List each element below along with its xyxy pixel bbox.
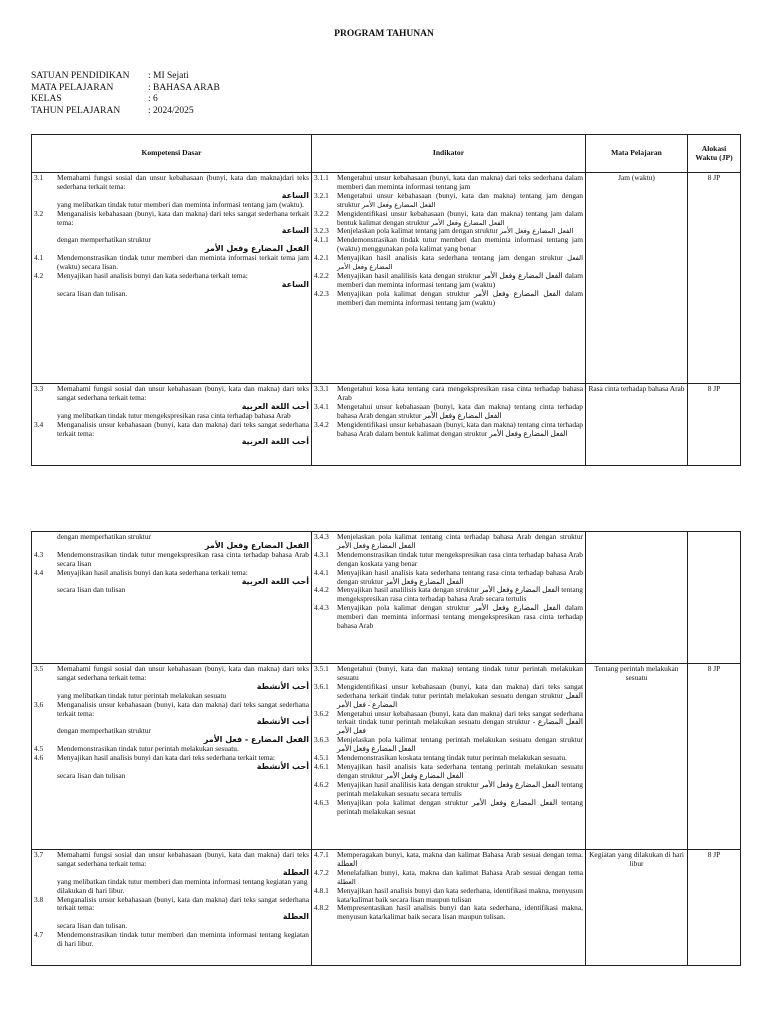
meta-label: TAHUN PELAJARAN [31, 105, 121, 116]
meta-row-mapel [31, 83, 220, 95]
indikator-number: 4.6.2 [314, 779, 329, 789]
indikator-text: Mengetahui (bunyi, kata dan makna) tentang tindak tutur perintah melakukan sesuatu [337, 664, 583, 682]
indikator-body [337, 290, 583, 308]
meta-value: : MI Sejati [148, 71, 189, 81]
kd-text: Mendemonstrasikan tindak tutur memberi dan meminta informasi tentang kegiatan di hari libur. [57, 930, 309, 949]
kd-item [34, 701, 309, 719]
kd-text: Menganalisis kebahasaan (bunyi, kata dan makna) dari teks sangat sederhana terkait tema: [57, 208, 309, 227]
indikator-item [314, 904, 583, 922]
indikator-text: Menjelaskan pola kalimat tentang jam dengan struktur [337, 226, 498, 236]
kd-item [34, 931, 309, 949]
table-row [32, 664, 741, 850]
kd-item [34, 551, 309, 569]
indikator-number: 4.1.1 [314, 235, 329, 245]
indikator-text: Menyajikan pola kalimat dengan struktur الفعل المضارع وفعل الأمر dalam memberi dan meminta informasi tentang jam (waktu) [337, 288, 584, 307]
meta-label: KELAS [31, 94, 62, 104]
indikator-number: 3.4.3 [314, 532, 329, 541]
indikator-item [314, 799, 583, 817]
indikator-body [337, 586, 583, 604]
indikator-number: 4.2.3 [314, 288, 329, 298]
indikator-number: 3.6.3 [314, 735, 329, 745]
indikator-item [314, 272, 583, 290]
indikator-body [337, 799, 583, 817]
indikator-cell [312, 850, 586, 966]
indikator-item [314, 569, 583, 587]
mapel-cell [586, 532, 688, 664]
indikator-item [314, 174, 583, 192]
kd-arabic-theme: الساعة [281, 279, 309, 289]
indikator-number: 4.8.1 [314, 885, 329, 895]
table-row [32, 173, 741, 384]
indikator-text: Menyajikan hasil analisis kata sederhana tentang rasa cinta terhadap bahasa Arab dengan struktur الفعل المضارع وفعل الأمر [337, 567, 583, 586]
indikator-item [314, 869, 583, 887]
meta-label: MATA PELAJARAN [31, 82, 114, 93]
indikator-body [337, 665, 583, 683]
kd-text: Memahami fungsi sosial dan unsur kebahasaan (bunyi, kata dan makna) dari teks sangat sederhana terkait tema: [57, 664, 309, 682]
kd-arabic-theme: الساعة [281, 190, 309, 200]
program-table-page-1 [31, 134, 741, 466]
indikator-text: Menelafalkan bunyi, kata, makna dan kalimat Bahasa Arab sesuai dengan tema [337, 867, 583, 877]
indikator-item [314, 254, 583, 272]
kd-item [34, 385, 309, 403]
indikator-item [314, 385, 583, 403]
indikator-body [337, 904, 583, 922]
indikator-number: 3.6.1 [314, 681, 329, 691]
indikator-body [337, 604, 583, 631]
jp-cell: 8 JP [688, 173, 741, 384]
indikator-number: 4.7.2 [314, 867, 329, 877]
kd-arabic-theme: الفعل المضارع - فعل الأمر [203, 735, 309, 745]
kd-number: 4.1 [34, 253, 44, 263]
indikator-text: Mengetahui kosa kata tentang cara mengekspresikan rasa cinta terhadap bahasa Arab [337, 384, 583, 402]
meta-label: SATUAN PENDIDIKAN [31, 71, 130, 81]
indikator-body [337, 210, 583, 228]
mapel-cell: Kegiatan yang dilakukan di hari libur [586, 850, 688, 966]
indikator-number: 4.4.1 [314, 567, 329, 577]
kd-arabic-theme: العطلة [282, 912, 309, 922]
table-row [32, 850, 741, 966]
indikator-cell [312, 173, 586, 384]
kd-number: 4.2 [34, 270, 44, 280]
indikator-body [337, 385, 583, 403]
indikator-number: 3.5.1 [314, 664, 329, 673]
kd-number: 3.1 [34, 173, 44, 182]
indikator-number: 3.1.1 [314, 173, 329, 182]
kd-continuation: dengan memperhatikan struktur [57, 235, 151, 245]
indikator-text: Menyajikan hasil analisis kata sederhana tentang perintah melakukan sesuatu dengan struktur الفعل المضارع وفعل الأمر [337, 761, 583, 780]
jp-cell: 8 JP [688, 384, 741, 466]
kd-arabic-theme: الساعة [281, 226, 309, 236]
indikator-text: Menyajikan hasil analilisis kata dengan struktur الفعل المضارع وفعل الأمر tentang mengekspresikan rasa cinta terhadap bahasa Arab secara tertulis [337, 585, 583, 604]
kd-cell [32, 664, 312, 850]
header-indikator: Indikator [312, 135, 586, 173]
kd-cell [32, 384, 312, 466]
indikator-text: Mendemonstrasikan koskata tentang tindak tutur perintah melakukan sesuatu. [337, 753, 567, 763]
meta-row-kelas [31, 94, 220, 106]
mapel-cell: Tentang perintah melakukan sesuatu [586, 664, 688, 850]
indikator-number: 4.5.1 [314, 753, 329, 763]
indikator-body [337, 236, 583, 254]
indikator-number: 4.2.1 [314, 253, 329, 263]
header-alokasi-waktu: Alokasi Waktu (JP) [688, 135, 741, 173]
kd-item [34, 896, 309, 914]
indikator-item [314, 290, 583, 308]
indikator-text: Mengetahui unsur kebahasaan (bunyi, kata dan makna) tentang jam dengan struktur [337, 190, 583, 209]
indikator-body [337, 781, 583, 799]
indikator-text: Menyajikan hasil analisis kata sederhana tentang jam dengan struktur [337, 253, 563, 263]
indikator-text: Mengetahui unsur kebahasaan (bunyi, kata dan makna) dari teks sederhana dalam memberi dan meminta informasi tentang jam [337, 173, 583, 191]
kd-text: Menyajikan hasil analisis bunyi dan kata sederhana terkait tema: [57, 567, 248, 577]
kd-item [34, 665, 309, 683]
indikator-body [337, 192, 583, 210]
indikator-body [337, 551, 583, 569]
kd-number: 3.6 [34, 699, 44, 709]
kd-text: Menyajikan hasil analisis bunyi dan kata sederhana terkait tema: [57, 270, 248, 280]
indikator-number: 4.8.2 [314, 903, 329, 913]
indikator-body [337, 254, 583, 272]
indikator-text: Mempresentasikan hasil analisis bunyi dan kata sederhana, identifikasi makna, menyusun kata/kalimat baik secara lisan maupun tulisan. [337, 903, 583, 922]
indikator-number: 4.6.1 [314, 761, 329, 771]
indikator-body [337, 887, 583, 905]
indikator-number: 4.4.2 [314, 585, 329, 595]
kd-arabic-theme: العطلة [282, 867, 309, 877]
indikator-body [337, 403, 583, 421]
indikator-number: 4.6.3 [314, 797, 329, 807]
kd-arabic-theme: أحب اللغة العربية [241, 401, 309, 411]
meta-row-tahun [31, 106, 220, 118]
table-row [32, 532, 741, 664]
indikator-item [314, 710, 583, 737]
indikator-text: Memperagakan bunyi, kata, makna dan kalimat Bahasa Arab sesuai dengan tema. العطلة [337, 850, 583, 868]
meta-value: : 6 [148, 94, 158, 104]
kd-cell [32, 850, 312, 966]
kd-continuation: yang melibatkan tindak tutur memberi dan meminta informasi tentang jam (waktu). [57, 199, 304, 209]
indikator-number: 4.2.2 [314, 270, 329, 280]
kd-continuation: dengan memperhatikan struktur [57, 726, 151, 736]
header-mata-pelajaran: Mata Pelajaran [586, 135, 688, 173]
indikator-number: 4.3.1 [314, 549, 329, 559]
kd-continuation: yang melibatkan tindak tutur memberi dan meminta informasi tentang kegiatan yang dilakukan di hari libur. [57, 876, 308, 895]
indikator-item [314, 192, 583, 210]
kd-arabic-theme: أحب الأنشطة [256, 681, 309, 691]
indikator-item [314, 887, 583, 905]
indikator-body [337, 174, 583, 192]
kd-number: 4.4 [34, 567, 44, 577]
indikator-item [314, 236, 583, 254]
indikator-cell [312, 384, 586, 466]
table-header-row [32, 135, 741, 173]
kd-item [34, 210, 309, 228]
indikator-arabic: الفعل المضارع وفعل الأمر [337, 254, 583, 272]
indikator-arabic: الفعل المضارع وفعل الأمر [431, 218, 505, 227]
kd-number: 4.7 [34, 930, 44, 940]
mapel-cell: Jam (waktu) [586, 173, 688, 384]
kd-text: Mendemonstrasikan tindak tutur perintah melakukan sesuatu. [57, 744, 239, 754]
indikator-body [337, 533, 583, 551]
kd-number: 3.5 [34, 664, 44, 673]
kd-item [34, 272, 309, 281]
kd-text: Memahami fungsi sosial dan unsur kebahasaan (bunyi, kata dan makna) dari teks sangat sederhana terkait tema: [57, 384, 309, 402]
program-table-page-2 [31, 531, 741, 966]
indikator-item [314, 403, 583, 421]
page-title: PROGRAM TAHUNAN [334, 29, 434, 39]
document-meta [31, 71, 220, 117]
indikator-text: Menyajikan hasil analilisis kata dengan struktur الفعل المضارع وفعل الأمر tentang perintah melakukan sesuatu secara tertulis [337, 779, 583, 798]
indikator-body [337, 869, 583, 887]
kd-item [34, 174, 309, 192]
jp-cell [688, 532, 741, 664]
indikator-cell [312, 532, 586, 664]
jp-cell: 8 JP [688, 664, 741, 850]
meta-row-satuan [31, 71, 220, 83]
indikator-body [337, 736, 583, 754]
indikator-number: 3.2.2 [314, 208, 329, 218]
indikator-text: Menjelaskan pola kalimat tentang cinta terhadap bahasa Arab dengan struktur الفعل المضارع وفعل الأمر [337, 532, 583, 550]
mapel-cell: Rasa cinta terhadap bahasa Arab [586, 384, 688, 466]
indikator-text: Mengetahui unsur kebahasaan (bunyi, kata dan makna) tentang cinta terhadap bahasa Arab dengan struktur الفعل المضارع وفعل الأمر [337, 401, 583, 420]
kd-continuation: secara lisan dan tulisan. [57, 921, 128, 931]
indikator-number: 4.7.1 [314, 850, 329, 859]
kd-arabic-theme: أحب الأنشطة [256, 761, 309, 771]
indikator-text: Menyajikan pola kalimat dengan struktur الفعل المضارع وفعل الأمر tentang perintah melakukan sesuat [337, 797, 583, 816]
indikator-body [337, 421, 583, 439]
indikator-arabic: الفعل المضارع وفعل الأمر [361, 200, 436, 209]
indikator-number: 3.3.1 [314, 384, 329, 393]
indikator-item [314, 421, 583, 439]
indikator-item [314, 604, 583, 631]
indikator-text: Mengidentifikasi unsur kebahasaan (bunyi, kata dan makna) dari teks sangat sederhana terkait tindak tutur perintah melakukan sesuatu dengan struktur الفعل المضارع - فعل الأمر [337, 681, 583, 709]
indikator-number: 3.6.2 [314, 708, 329, 718]
table-row [32, 384, 741, 466]
kd-arabic-theme: أحب اللغة العربية [241, 576, 309, 586]
kd-text: Menganalisis unsur kebahasaan (bunyi, kata dan makna) dari teks sangat sederhana terkait tema: [57, 699, 309, 718]
kd-continuation: secara lisan dan tulisan [57, 585, 126, 595]
indikator-body [337, 710, 583, 737]
indikator-text: Mengidentifikasi unsur kebahasaan (bunyi, kata dan makna) tentang jam dalam bentuk kalimat dengan struktur [337, 208, 583, 227]
kd-cell [32, 532, 312, 664]
indikator-text: Menyajikan hasil analisis bunyi dan kata sederhana, identifikasi makna, menyusun kata/kalimat baik secara lisan maupun tulisan [337, 885, 583, 904]
indikator-item [314, 551, 583, 569]
indikator-cell [312, 664, 586, 850]
indikator-number: 3.4.2 [314, 419, 329, 429]
indikator-text: Mengetahui unsur kebahasaan (bunyi, kata dan makna) dari teks sangat sederhana terkait tindak tutur perintah melakukan sesuatu dengan struktur الفعل المضارع - فعل الأمر [337, 708, 583, 736]
indikator-body [337, 272, 583, 290]
kd-continuation: secara lisan dan tulisan [57, 770, 126, 780]
kd-arabic-theme: الفعل المضارع وفعل الأمر [204, 244, 309, 254]
indikator-item [314, 763, 583, 781]
header-kompetensi-dasar: Kompetensi Dasar [32, 135, 312, 173]
kd-text: Memahami fungsi sosial dan unsur kebahasaan (bunyi, kata dan makna)dari teks sederhana terkait tema: [57, 173, 309, 191]
kd-text: Memahami fungsi sosial dan unsur kebahasaan (bunyi, kata dan makna) dari teks sangat sederhana terkait tema: [57, 850, 309, 868]
indikator-item [314, 851, 583, 869]
indikator-body [337, 851, 583, 869]
indikator-text: Menyajikan pola kalimat dengan struktur الفعل المضارع وفعل الأمر dalam memberi dan meminta informasi tentang mengekspresikan rasa cinta terhadap bahasa Arab [337, 603, 584, 631]
kd-number: 4.3 [34, 549, 44, 559]
indikator-arabic: الفعل المضارع وفعل الأمر [499, 227, 574, 236]
indikator-arabic: العطلة [337, 877, 356, 886]
indikator-number: 3.2.1 [314, 190, 329, 200]
kd-number: 3.2 [34, 208, 44, 218]
kd-number: 4.5 [34, 744, 44, 754]
kd-item [34, 254, 309, 272]
indikator-text: Mendemonstrasikan tindak tutur mengekspresikan rasa cinta terhadap bahasa Arab dengan koskata yang benar [337, 549, 583, 568]
jp-cell: 8 JP [688, 850, 741, 966]
indikator-item [314, 665, 583, 683]
kd-arabic-theme: أحب اللغة العربية [241, 437, 309, 447]
indikator-item [314, 781, 583, 799]
meta-value: : 2024/2025 [148, 105, 194, 116]
kd-item [34, 421, 309, 439]
kd-continuation: yang melibatkan tindak tutur perintah melakukan sesuatu [57, 690, 227, 700]
indikator-item [314, 736, 583, 754]
indikator-item [314, 533, 583, 551]
indikator-body [337, 683, 583, 710]
meta-value: : BAHASA ARAB [148, 82, 220, 93]
indikator-body [337, 763, 583, 781]
indikator-item [314, 586, 583, 604]
kd-text: Menganalisis unsur kebahasaan (bunyi, kata dan makna) dari teks sangat sederhana terkait tema: [57, 419, 309, 438]
kd-continuation: dengan memperhatikan struktur [57, 532, 151, 541]
kd-text: Mendemonstrasikan tindak tutur memberi dan meminta informasi terkait tema jam (waktu) secara lisan. [57, 253, 309, 272]
kd-text: Menganalisis unsur kebahasaan (bunyi, kata dan makna) dari teks sangat sederhana terkait tema: [57, 894, 309, 913]
indikator-text: Mengidentifikasi unsur kebahasaan (bunyi, kata dan makna) tentang cinta terhadap bahasa Arab dalam bentuk kalimat dengan struktur الفعل المضارع وفعل الأمر [337, 419, 583, 438]
indikator-body [337, 569, 583, 587]
indikator-item [314, 210, 583, 228]
indikator-text: Menjelaskan pola kalimat tentang perintah melakukan sesuatu dengan struktur الفعل المضارع وفعل الأمر [337, 735, 583, 754]
kd-number: 3.3 [34, 384, 44, 393]
kd-item [34, 851, 309, 869]
indikator-text: Mendemonstrasikan tindak tutur memberi dan meminta informasi tentang jam (waktu) menggunakan pola kalimat yang benar [337, 235, 583, 254]
kd-text: Menyajikan hasil analisis bunyi dan kata dari teks sederhana terkait tema: [57, 753, 275, 763]
kd-continuation: secara lisan dan tulisan. [57, 288, 128, 298]
kd-continuation: yang melibatkan tindak tutur mengekspresikan rasa cinta terhadap bahasa Arab [57, 410, 291, 420]
kd-cell [32, 173, 312, 384]
indikator-number: 4.4.3 [314, 603, 329, 613]
kd-text: Mendemonstrasikan tindak tutur mengekspresikan rasa cinta terhadap bahasa Arab secara lisan [57, 549, 309, 568]
kd-arabic-theme: الفعل المضارع وفعل الأمر [204, 540, 309, 550]
kd-number: 3.4 [34, 419, 44, 429]
indikator-number: 3.2.3 [314, 226, 329, 236]
indikator-item [314, 683, 583, 710]
indikator-text: Menyajikan hasil analilisis kata dengan struktur الفعل المضارع وفعل الأمر dalam memberi dan meminta informasi tentang jam (waktu) [337, 270, 584, 289]
kd-number: 3.7 [34, 850, 44, 859]
indikator-number: 3.4.1 [314, 401, 329, 411]
kd-number: 3.8 [34, 894, 44, 904]
kd-arabic-theme: أحب الأنشطة [256, 717, 309, 727]
kd-number: 4.6 [34, 753, 44, 763]
